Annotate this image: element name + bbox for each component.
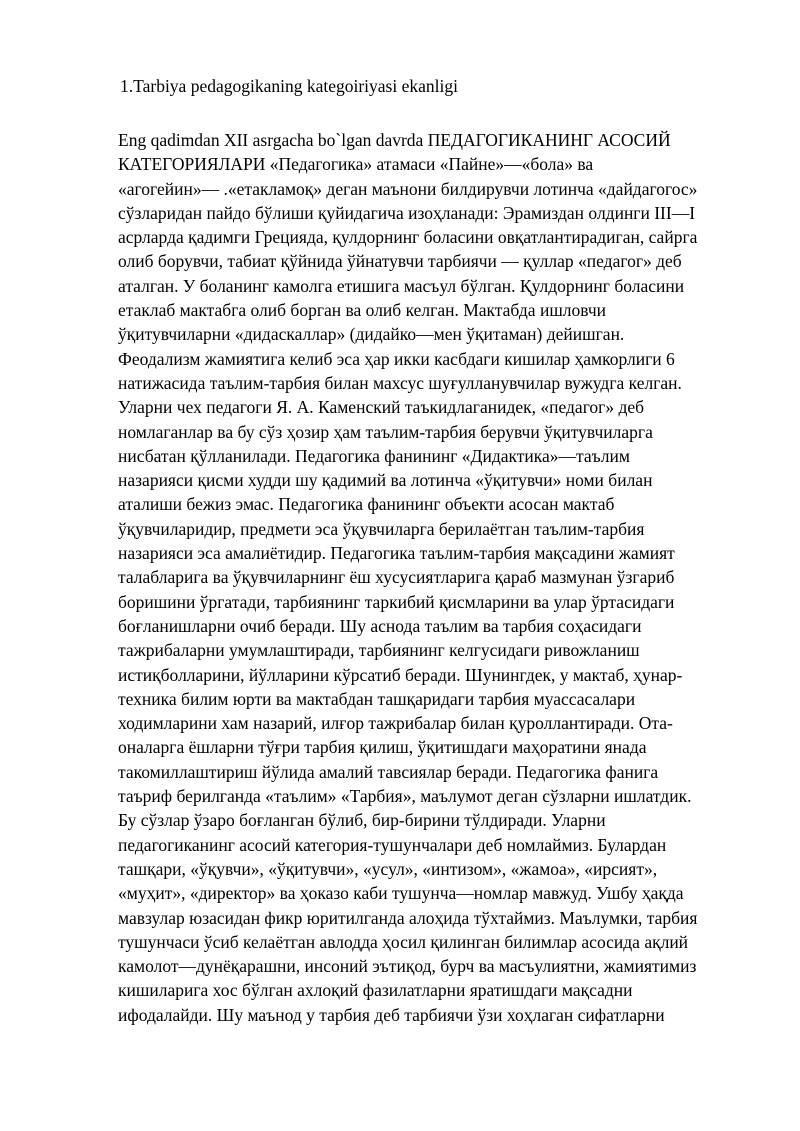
text-line: тажрибаларни умумлаштиради, тарбиянинг келгусидаги ривожланиш [118, 640, 640, 661]
text-line: ўқитувчиларни «дидаскаллар» (дидайко—мен ўқитаман) дейишган. [118, 324, 625, 345]
text-line: мавзулар юзасидан фикр юритилганда алоҳида тўхтаймиз. Маълумки, тарбия [118, 907, 698, 928]
text-line: истиқболларини, йўлларини кўрсатиб беради. Шунингдек, у мактаб, ҳунар- [118, 664, 683, 685]
text-line: назарияси қисми худди шу қадимий ва лотинча «ўқитувчи» номи билан [118, 470, 653, 491]
text-line: ўқувчиларидир, предмети эса ўқувчиларга берилаётган таълим-тарбия [118, 518, 645, 539]
text-line: сўзларидан пайдо бўлиши қуйидагича изоҳланади: Эрамиздан олдинги III—I [118, 202, 696, 223]
text-line: Бу сўзлар ўзаро боғланган бўлиб, бир-бирини тўлдиради. Уларни [118, 810, 606, 831]
text-line: аталган. У боланинг камолга етишига масъул бўлган. Қулдорнинг боласини [118, 275, 685, 296]
text-line: назарияси эса амалиётидир. Педагогика таълим-тарбия мақсадини жамият [118, 543, 675, 564]
text-line: Eng qadimdan XII asrgacha bo`lgan davrda ПЕДАГОГИКАНИНГ АСОСИЙ [118, 130, 671, 150]
text-line: «агогейин»— .«етакламоқ» деган маънони билдирувчи лотинча «дайдагогос» [118, 178, 698, 199]
text-line: ташқари, «ўқувчи», «ўқитувчи», «усул», «интизом», «жамоа», «ирсият», [118, 858, 658, 879]
text-line: педагогиканинг асосий категория-тушунчалари деб номлаймиз. Булардан [118, 834, 667, 855]
text-line: КАТЕГОРИЯЛАРИ «Педагогика» атамаси «Пайне»—«бола» ва [118, 154, 594, 175]
text-line: номлаганлар ва бу сўз ҳозир ҳам таълим-тарбия берувчи ўқитувчиларга [118, 421, 653, 442]
text-line: техника билим юрти ва мактабдан ташқаридаги тарбия муассасалари [118, 688, 636, 709]
text-line: таъриф берилганда «таълим» «Тарбия», маълумот деган сўзларни ишлатдик. [118, 786, 692, 807]
text-line: такомиллаштириш йўлида амалий тавсиялар беради. Педагогика фанига [118, 761, 659, 782]
text-line: ходимларини хам назарий, илғор тажрибалар билан қуроллантиради. Ота- [118, 713, 673, 734]
text-line: нисбатан қўлланилади. Педагогика фанининг «Дидактика»—таълим [118, 445, 630, 466]
text-line: етаклаб мактабга олиб борган ва олиб келган. Мактабда ишловчи [118, 300, 607, 321]
text-line: оналарга ёшларни тўғри тарбия қилиш, ўқитишдаги маҳоратини янада [118, 737, 647, 758]
text-line: тушунчаси ўсиб келаётган авлодда ҳосил қилинган билимлар асосида ақлий [118, 931, 689, 952]
body-paragraph [118, 128, 758, 1027]
text-line: натижасида таълим-тарбия билан махсус шуғулланувчилар вужудга келган. [118, 372, 682, 393]
text-line: камолот—дунёқарашни, инсоний эътиқод, бурч ва масъулиятни, жамиятимиз [118, 956, 697, 977]
text-line: Уларни чех педагоги Я. А. Каменский таъкидлаганидек, «педагог» деб [118, 397, 645, 418]
text-line: асрларда қадимги Грецияда, қулдорнинг боласини овқатлантирадиган, сайрга [118, 227, 698, 248]
text-line: аталиши бежиз эмас. Педагогика фанининг объекти асосан мактаб [118, 494, 615, 515]
text-line: «муҳит», «директор» ва ҳоказо каби тушунча—номлар мавжуд. Ушбу ҳақда [118, 883, 684, 904]
text-line: боришини ўргатади, тарбиянинг таркибий қисмларини ва улар ўртасидаги [118, 591, 675, 612]
text-line: боғланишларни очиб беради. Шу аснода таълим ва тарбия соҳасидаги [118, 615, 642, 636]
text-line: талабларига ва ўқувчиларнинг ёш хусусиятларига қараб мазмунан ўзгариб [118, 567, 675, 588]
text-line: кишиларига хос бўлган ахлоқий фазилатларни яратишдаги мақсадни [118, 980, 633, 1001]
text-line: Феодализм жамиятига келиб эса ҳар икки касбдаги кишилар ҳамкорлиги 6 [118, 348, 675, 369]
section-heading: 1.Tarbiya pedagogikaning kategoiriyasi ekanligi [120, 76, 458, 96]
text-line: ифодалайди. Шу маънод у тарбия деб тарбиячи ўзи хоҳлаган сифатларни [118, 1004, 665, 1025]
text-line: олиб борувчи, табиат қўйнида ўйнатувчи тарбиячи — қуллар «педагог» деб [118, 251, 682, 272]
